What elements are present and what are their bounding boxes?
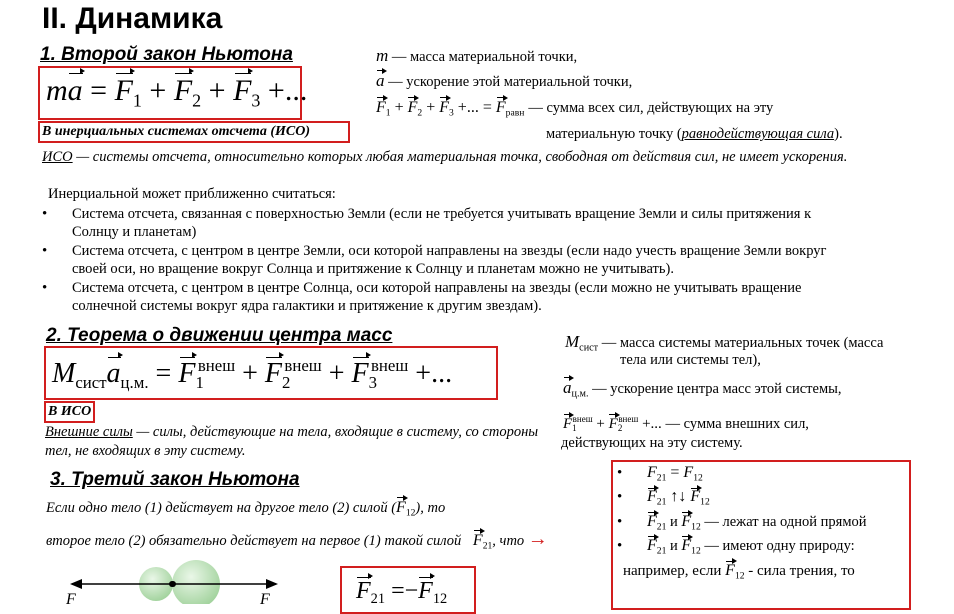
section-3-title: 3. Третий закон Ньютона <box>50 469 300 490</box>
com-formula-box <box>44 346 498 400</box>
list-item: • $F_{21}$ и $F_{12}$ — имеют одну природу: <box>613 537 909 560</box>
external-forces-definition: Внешние силы — силы, действующие на тела, входящие в систему, со стороны тел, не входящих в эту систему. <box>45 424 539 459</box>
arrow-right-icon <box>266 579 278 589</box>
body-2-sphere <box>172 560 220 604</box>
iso-box: В ИСО <box>44 401 95 423</box>
newton-2-formula: ma = $F_1 + F_2 + F_3$ +... <box>46 74 308 111</box>
third-law-properties-list <box>613 464 909 560</box>
third-law-line-1: Если одно тело (1) действует на другое тело (2) силой $(F_{12})$, то <box>46 499 446 519</box>
arrow-left-icon <box>70 579 82 589</box>
inertial-frames-box: В инерциальных системах отсчета (ИСО) <box>38 121 350 143</box>
third-law-line-2: второе тело (2) обязательно действует на первое (1) такой силой $F_{21}$, что → <box>46 528 548 552</box>
section-title: II. Динамика <box>42 2 223 35</box>
resultant-force-term: равнодействующая сила <box>681 126 835 142</box>
def-sum: $F_1 + F_2 + F_3$ +... = $F_{равн}$ — сумма всех сил, действующих на эту <box>376 99 774 119</box>
section-1-title: 1. Второй закон Ньютона <box>40 44 293 65</box>
newton-2-formula-box <box>38 66 308 120</box>
def-system-mass: $M_{сист}$ — масса системы материальных точек (масса <box>565 332 884 354</box>
def-accel: a — ускорение этой материальной точки, <box>376 71 633 90</box>
def-com-accel: $a_{ц.м.}$ — ускорение центра масс этой системы, <box>563 378 842 400</box>
third-law-formula-box <box>340 566 476 614</box>
contact-point-2 <box>169 581 175 587</box>
third-law-formula: $F_{21} =-F_{12}$ <box>356 578 448 608</box>
iso-definition: ИСО — системы отсчета, относительно которых любая материальная точка, свободная от действия сил, не имеет ускорения. <box>42 149 848 165</box>
arrow-right-icon: → <box>527 528 548 550</box>
list-item: • $F_{21}$ ↑↓ $F_{12}$ <box>613 488 909 511</box>
list-item: • Система отсчета, связанная с поверхностью Земли (если не требуется учитывать вращение Земли и силы притяжения к Солнцу и планетам) <box>38 205 838 241</box>
list-item: • $F_{21}$ и $F_{12}$ — лежат на одной прямой <box>613 513 909 536</box>
friction-example: например, если $F_{12}$ - сила трения, то <box>623 562 855 582</box>
def-mass: m — масса материальной точки, <box>376 46 578 65</box>
list-item: • Система отсчета, с центром в центре Солнца, оси которой направлены на звезды (если можно не учитывать вращение солнечной системы вокруг ядра галактики и притяжение к другим звездам). <box>38 279 838 315</box>
def-system-mass-cont: тела или системы тел), <box>620 352 761 368</box>
list-item: • $F_{21} = F_{12}$ <box>613 464 909 487</box>
def-sum-cont: материальную точку (равнодействующая сила). <box>546 126 843 142</box>
com-formula: $M_{сист}a_{ц.м.} = F_1^{внеш} + F_2^{внеш} + F_3^{внеш}$ +... <box>52 356 453 392</box>
force-label-right: F <box>260 591 270 604</box>
def-ext-sum-cont: действующих на эту систему. <box>561 435 743 451</box>
list-item: • Система отсчета, с центром в центре Земли, оси которой направлены на звезды (если надо учесть вращение Земли вокруг своей оси, но вращение вокруг Солнца и притяжение к Солнцу и планетам можно не учитывать). <box>38 242 838 278</box>
third-law-properties-box <box>611 460 911 610</box>
approx-intro: Инерциальной может приближенно считаться: <box>48 186 336 202</box>
def-ext-sum: $F_1^{внеш} + F_2^{внеш}$ +... — сумма внешних сил, <box>563 414 809 433</box>
inertial-frames-list <box>38 205 838 316</box>
interaction-figure <box>60 558 290 604</box>
section-2-title: 2. Теорема о движении центра масс <box>46 325 393 346</box>
force-label-left: F <box>66 591 76 604</box>
